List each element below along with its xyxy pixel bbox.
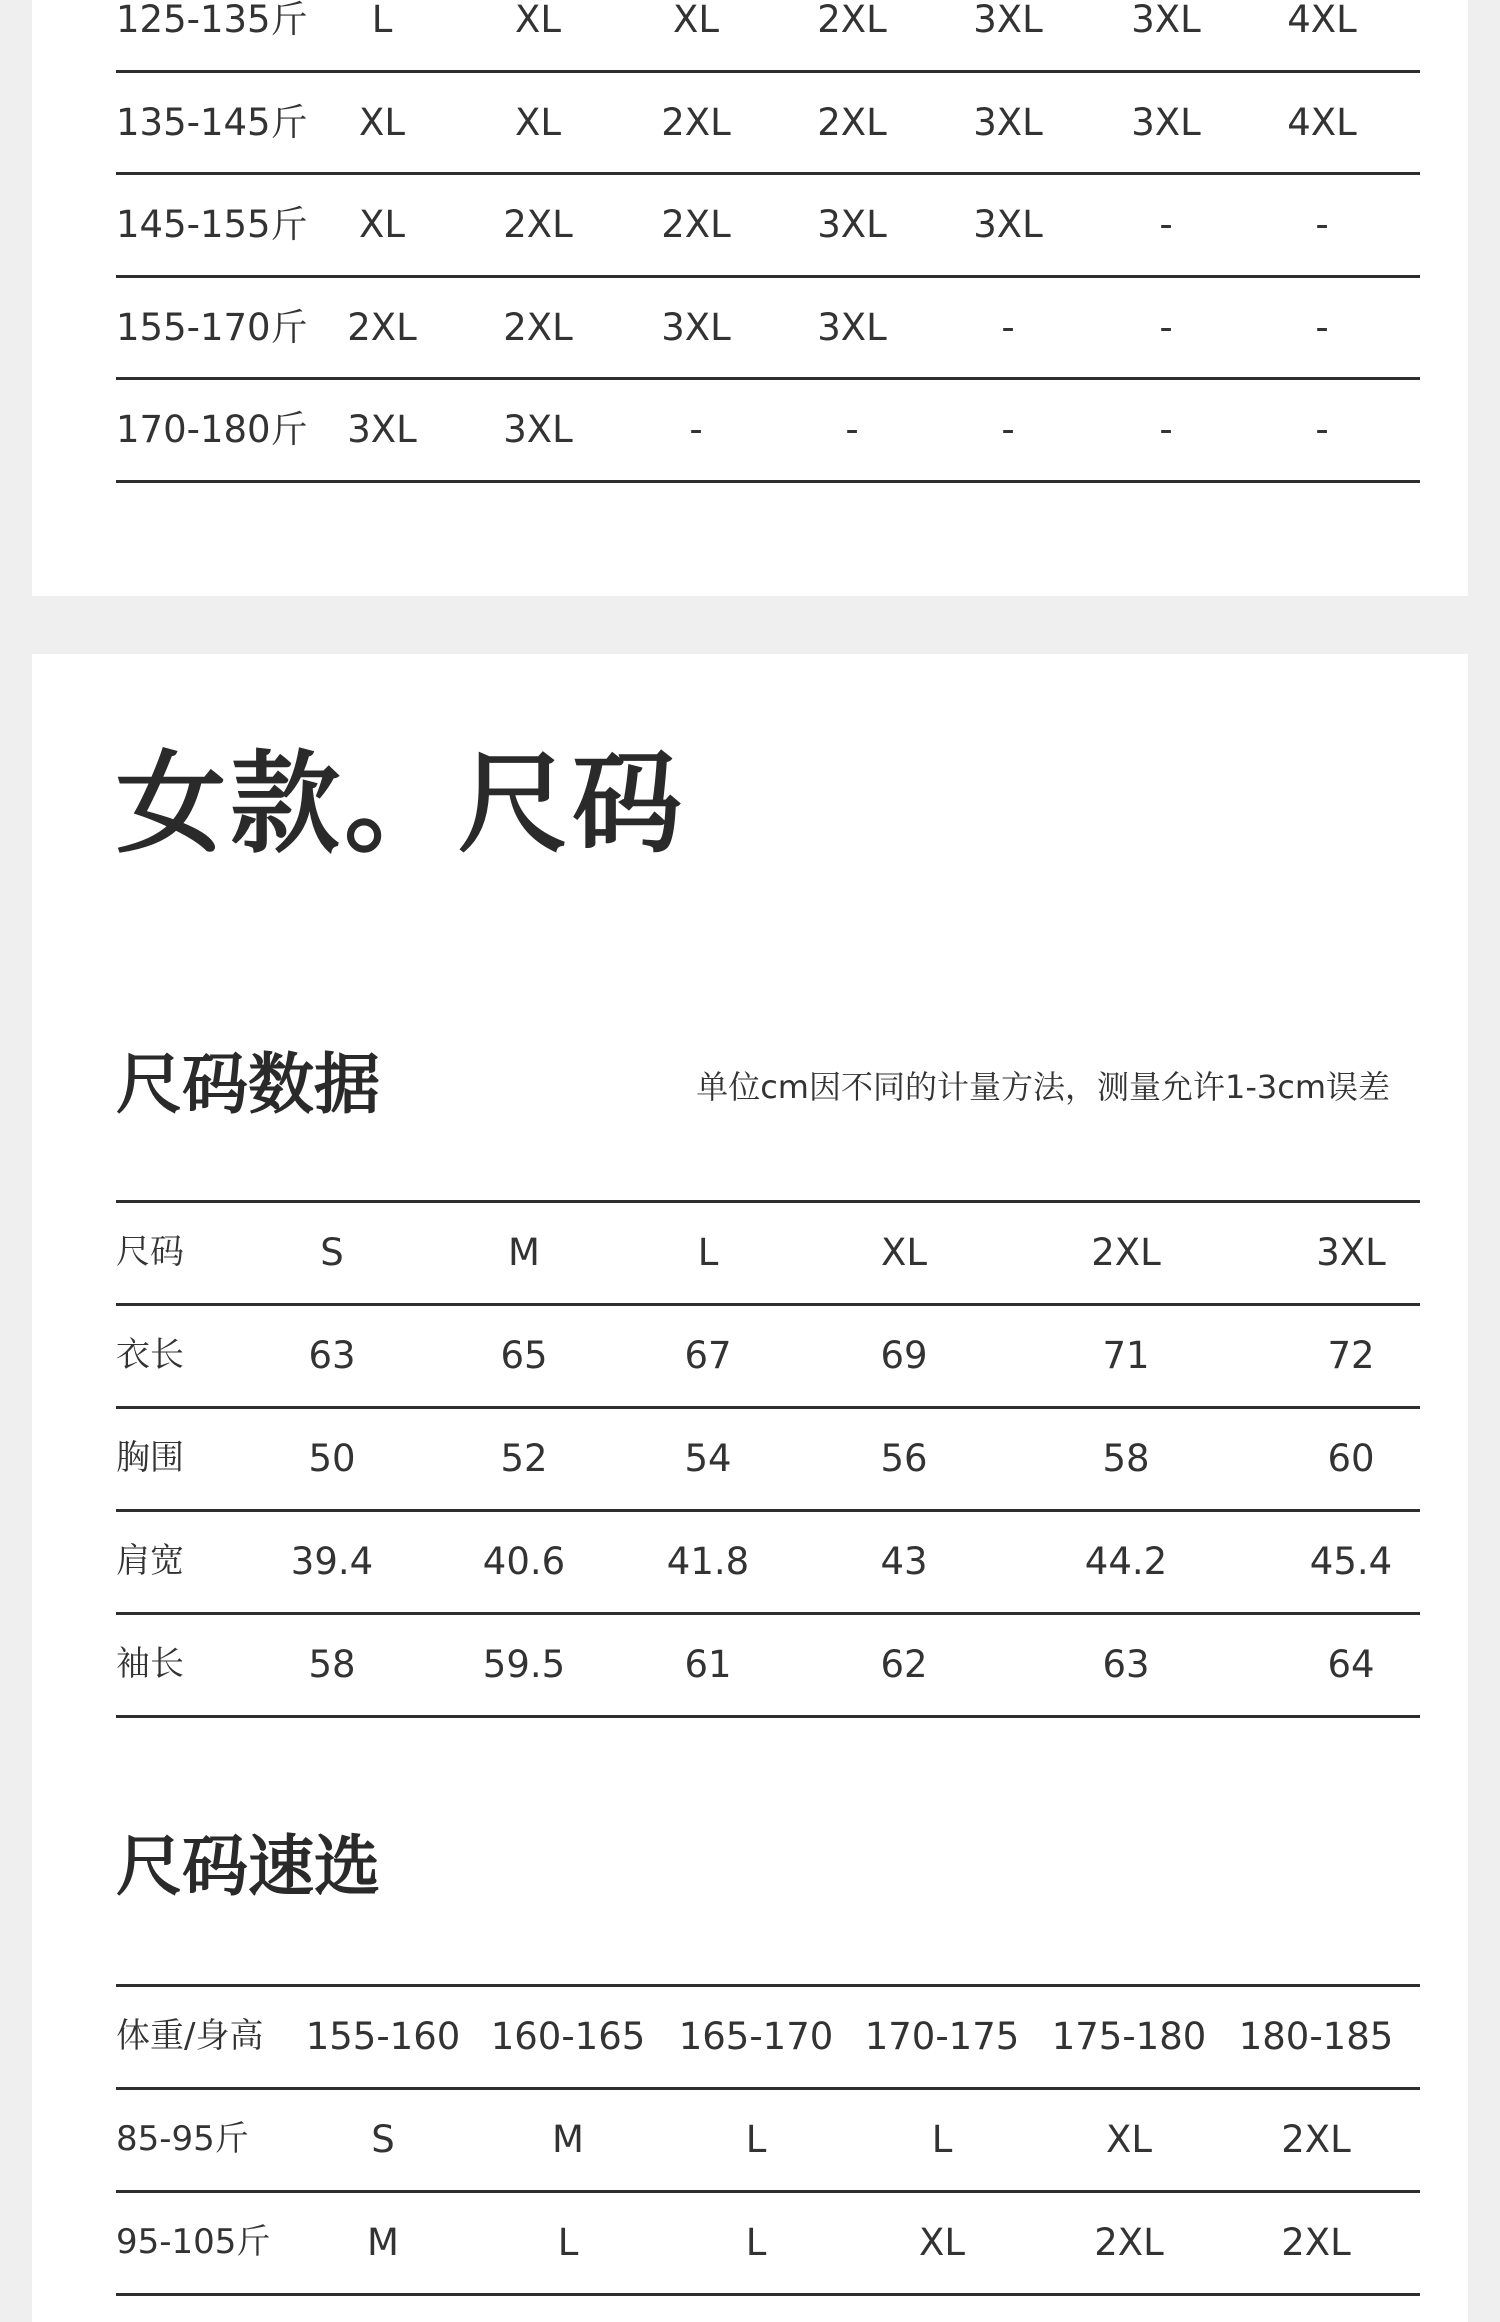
table-cell: 2XL (817, 100, 887, 144)
table-cell: 155-160 (305, 2015, 461, 2058)
table-cell: 3XL (661, 305, 731, 349)
table-cell: 62 (880, 1643, 928, 1686)
row-label: 肩宽 (116, 1541, 184, 1581)
table-cell: 61 (684, 1643, 732, 1686)
table-cell: 39.4 (290, 1540, 374, 1583)
table-cell: 72 (1327, 1334, 1375, 1377)
table-cell: 56 (880, 1437, 928, 1480)
table-row (116, 2193, 1420, 2296)
table-cell: 65 (500, 1334, 548, 1377)
table-row (116, 278, 1420, 381)
table-cell: - (1001, 408, 1015, 451)
table-cell: XL (1106, 2118, 1152, 2161)
measurement-note: 单位cm因不同的计量方法，测量允许1-3cm误差 (696, 1068, 1390, 1106)
table-row (116, 73, 1420, 176)
size-data-table (116, 1200, 1420, 1718)
table-cell: 63 (308, 1334, 356, 1377)
table-cell: 2XL (347, 305, 417, 349)
row-label: 155-170斤 (116, 305, 308, 349)
table-cell: 180-185 (1238, 2015, 1394, 2058)
table-row (116, 1409, 1420, 1512)
row-label: 85-95斤 (116, 2119, 249, 2159)
table-cell: 45.4 (1309, 1540, 1393, 1583)
row-label: 170-180斤 (116, 408, 308, 451)
women-size-card (32, 654, 1468, 2322)
table-cell: 64 (1327, 1643, 1375, 1686)
table-cell: 3XL (817, 305, 887, 349)
table-cell: 2XL (817, 0, 887, 41)
table-row (116, 2090, 1420, 2193)
table-cell: S (371, 2118, 395, 2161)
table-cell: M (367, 2221, 399, 2264)
table-cell: 4XL (1287, 0, 1357, 41)
table-cell: M (508, 1231, 540, 1274)
table-cell: 3XL (347, 408, 417, 451)
table-cell: - (1159, 408, 1173, 451)
men-size-card (32, 0, 1468, 596)
table-cell: 63 (1102, 1643, 1150, 1686)
row-label: 145-155斤 (116, 203, 308, 246)
table-row (116, 1512, 1420, 1615)
table-row (116, 1306, 1420, 1409)
table-cell: - (1315, 408, 1329, 451)
table-cell: 58 (1102, 1437, 1150, 1480)
table-cell: - (1159, 203, 1173, 246)
table-cell: 2XL (1281, 2118, 1351, 2161)
table-cell: 2XL (503, 203, 573, 246)
table-cell: - (1001, 305, 1015, 349)
table-cell: 58 (308, 1643, 356, 1686)
table-cell: L (931, 2118, 953, 2161)
row-label: 胸围 (116, 1438, 184, 1478)
quick-select-table (116, 1984, 1420, 2296)
table-cell: XL (673, 0, 719, 41)
table-cell: 3XL (973, 0, 1043, 41)
table-cell: XL (359, 100, 405, 144)
table-cell: 2XL (1094, 2221, 1164, 2264)
table-cell: 3XL (1316, 1231, 1386, 1274)
table-cell: 3XL (973, 100, 1043, 144)
table-cell: 175-180 (1051, 2015, 1207, 2058)
table-cell: 2XL (1281, 2221, 1351, 2264)
table-cell: XL (881, 1231, 927, 1274)
table-cell: 71 (1102, 1334, 1150, 1377)
table-cell: L (745, 2221, 767, 2264)
table-cell: 69 (880, 1334, 928, 1377)
table-cell: 52 (500, 1437, 548, 1480)
table-cell: 4XL (1287, 100, 1357, 144)
women-size-title: 女款。尺码 (116, 740, 686, 868)
table-cell: 170-175 (864, 2015, 1020, 2058)
table-cell: 3XL (1131, 100, 1201, 144)
table-row (116, 1615, 1420, 1718)
size-data-heading: 尺码数据 (116, 1046, 380, 1123)
table-cell: 3XL (817, 203, 887, 246)
table-cell: 160-165 (490, 2015, 646, 2058)
table-cell: 54 (684, 1437, 732, 1480)
table-cell: 2XL (1091, 1231, 1161, 1274)
table-cell: L (697, 1231, 719, 1274)
table-cell: 44.2 (1084, 1540, 1168, 1583)
table-cell: 2XL (661, 203, 731, 246)
table-cell: 50 (308, 1437, 356, 1480)
table-cell: 40.6 (482, 1540, 566, 1583)
table-cell: M (552, 2118, 584, 2161)
table-cell: S (320, 1231, 344, 1274)
table-cell: - (1315, 305, 1329, 349)
table-row (116, 0, 1420, 73)
table-row (116, 1987, 1420, 2090)
table-cell: 59.5 (482, 1643, 566, 1686)
table-cell: 3XL (973, 203, 1043, 246)
table-cell: L (745, 2118, 767, 2161)
quick-select-heading: 尺码速选 (116, 1828, 380, 1905)
row-label: 125-135斤 (116, 0, 308, 41)
table-cell: - (689, 408, 703, 451)
table-cell: 3XL (1131, 0, 1201, 41)
table-cell: XL (515, 100, 561, 144)
table-cell: 165-170 (678, 2015, 834, 2058)
row-label: 体重/身高 (116, 2016, 264, 2056)
table-cell: XL (515, 0, 561, 41)
table-cell: - (1159, 305, 1173, 349)
table-cell: 67 (684, 1334, 732, 1377)
table-cell: - (1315, 203, 1329, 246)
table-cell: L (557, 2221, 579, 2264)
table-cell: 41.8 (666, 1540, 750, 1583)
table-cell: XL (919, 2221, 965, 2264)
table-row (116, 1203, 1420, 1306)
table-cell: XL (359, 203, 405, 246)
table-row (116, 380, 1420, 483)
table-cell: 3XL (503, 408, 573, 451)
row-label: 袖长 (116, 1644, 184, 1684)
table-cell: L (371, 0, 393, 41)
row-label: 衣长 (116, 1335, 184, 1375)
row-label: 尺码 (116, 1232, 184, 1272)
table-row (116, 175, 1420, 278)
table-cell: - (845, 408, 859, 451)
men-quick-select-table (116, 0, 1420, 483)
row-label: 95-105斤 (116, 2222, 271, 2262)
table-cell: 2XL (503, 305, 573, 349)
row-label: 135-145斤 (116, 100, 308, 144)
table-cell: 60 (1327, 1437, 1375, 1480)
table-cell: 43 (880, 1540, 928, 1583)
table-cell: 2XL (661, 100, 731, 144)
